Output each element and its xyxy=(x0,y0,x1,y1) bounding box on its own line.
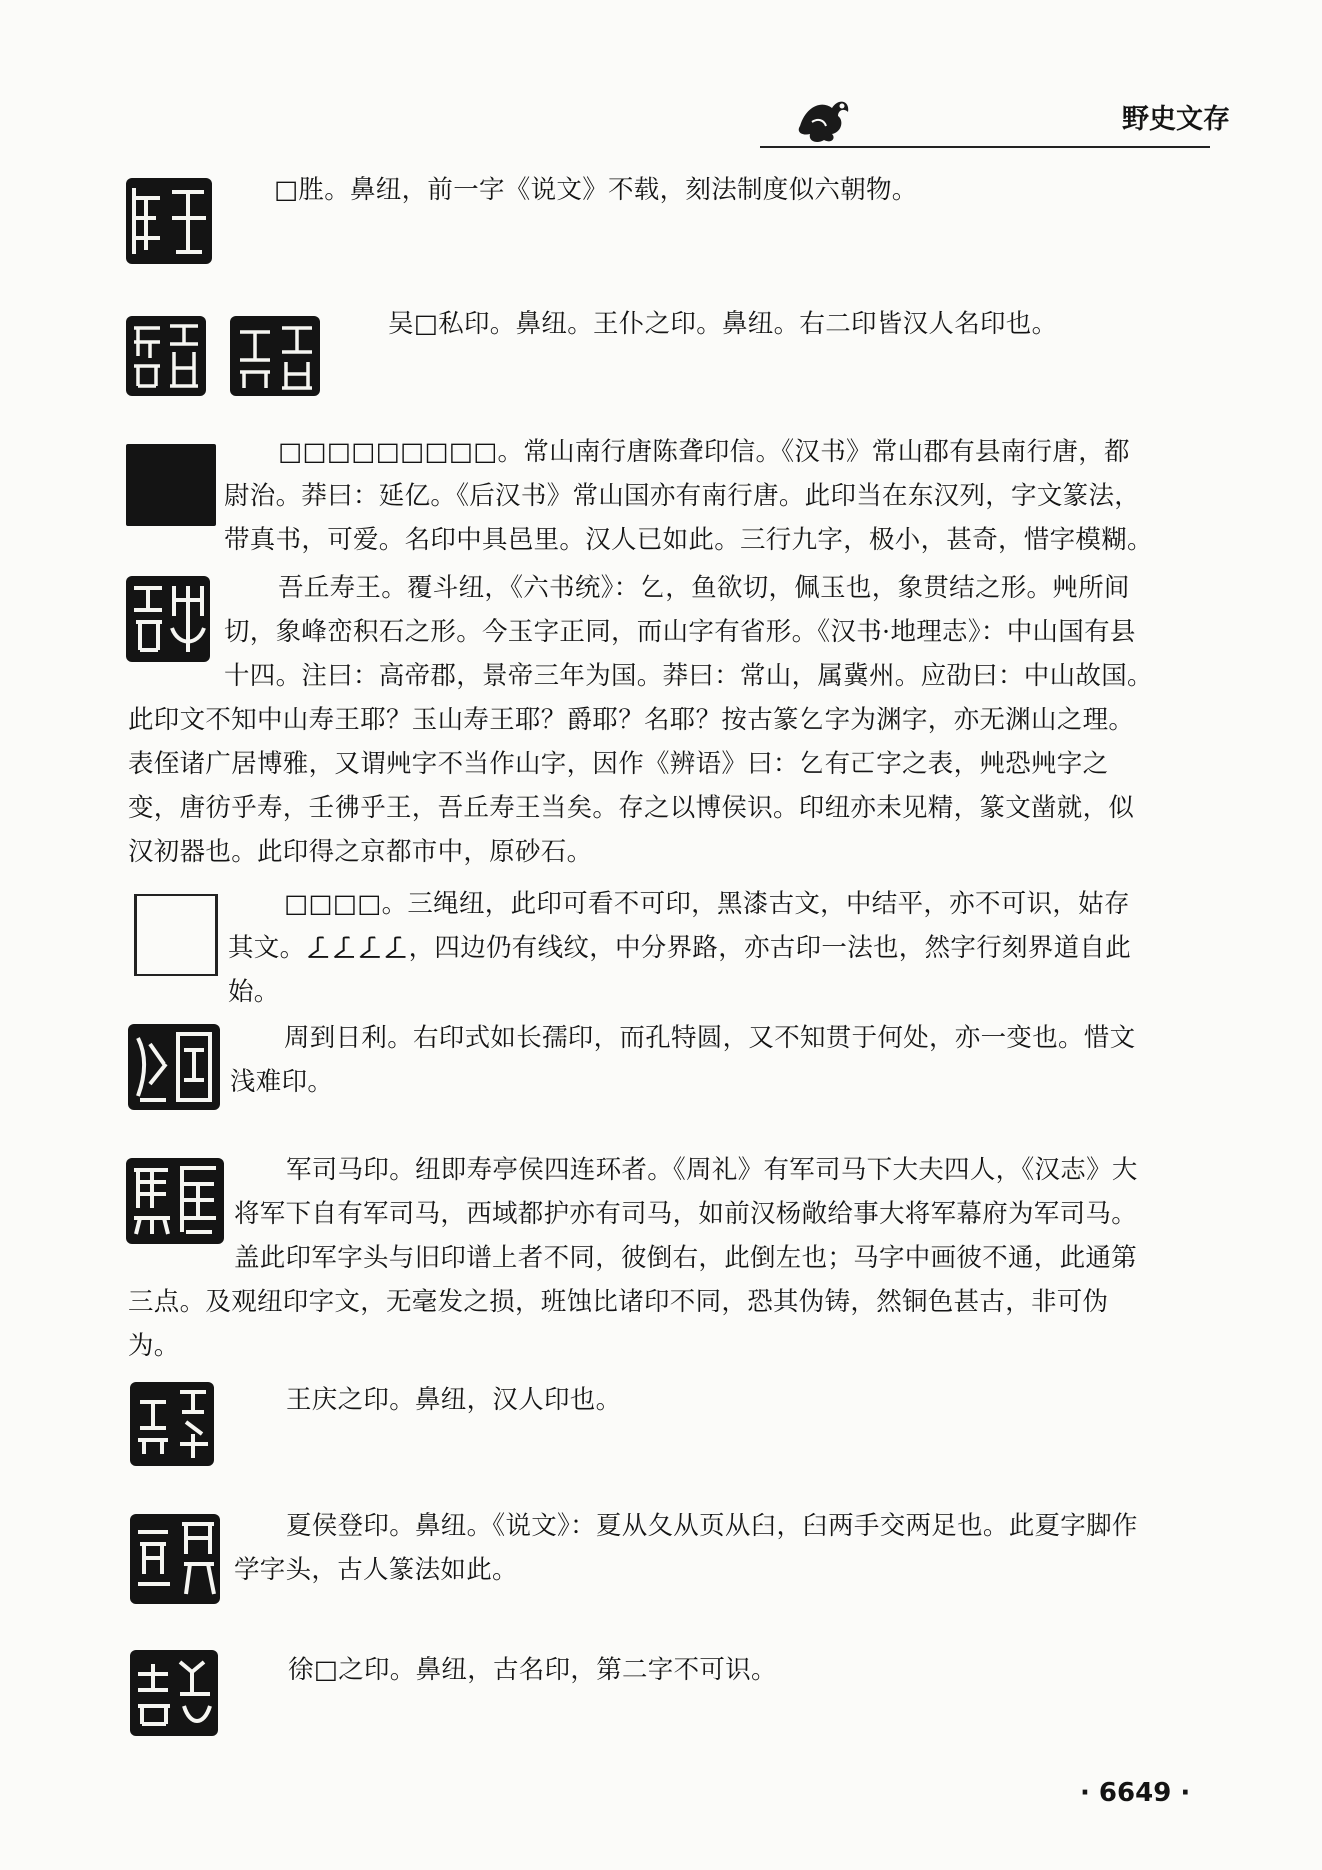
entry-4-line: 吾丘寿王。覆斗纽，《六书统》：𠃉，鱼欲切，佩玉也，象贯结之形。𡴂所间 xyxy=(278,573,1130,603)
entry-7-line: 三点。及观纽印字文，无毫发之损，班蚀比诸印不同，恐其伪铸，然铜色甚古，非可伪 xyxy=(128,1287,1109,1317)
entry-1-text: □胜。鼻纽，前一字《说文》不载，刻法制度似六朝物。 xyxy=(274,175,918,205)
entry-9-line: 夏侯登印。鼻纽。《说文》：夏从夂从页从臼，臼两手交两足也。此夏字脚作 xyxy=(286,1511,1138,1541)
entry-4-line: 此印文不知中山寿王耶？玉山寿王耶？爵耶？名耶？按古篆𠃉字为渊字，亦无渊山之理。 xyxy=(128,705,1135,735)
seal-image-7 xyxy=(126,1158,224,1244)
seal-image-6 xyxy=(128,1024,220,1110)
entry-7-line: 将军下自有军司马，西域都护亦有司马，如前汉杨敞给事大将军幕府为军司马。 xyxy=(234,1199,1138,1229)
page-number: · 6649 · xyxy=(1080,1778,1191,1808)
seal-image-2a xyxy=(126,316,206,396)
seal-image-2b xyxy=(230,316,320,396)
entry-7-line: 为。 xyxy=(128,1331,180,1361)
entry-6-line: 浅难印。 xyxy=(230,1067,334,1097)
header-rule xyxy=(760,146,1210,148)
entry-7-line: 盖此印军字头与旧印谱上者不同，彼倒右，此倒左也；马字中画彼不通，此通第 xyxy=(234,1243,1138,1273)
seal-image-5-outline xyxy=(134,894,218,976)
dragon-emblem-icon xyxy=(792,86,856,150)
entry-6-line: 周到日利。右印式如长孺印，而孔特圆，又不知贯于何处，亦一变也。惜文 xyxy=(284,1023,1136,1053)
entry-7-line: 军司马印。纽即寿亭侯四连环者。《周礼》有军司马下大夫四人，《汉志》大 xyxy=(286,1155,1138,1185)
entry-4-line: 十四。注曰：高帝郡，景帝三年为国。莽曰：常山，属冀州。应劭曰：中山故国。 xyxy=(224,661,1153,691)
entry-4-line: 变，唐彷乎寿，壬彿乎王，吾丘寿王当矣。存之以博侯识。印纽亦未见精，篆文凿就，似 xyxy=(128,793,1135,823)
entry-3-line: 带真书，可爱。名印中具邑里。汉人已如此。三行九字，极小，甚奇，惜字模糊。 xyxy=(224,525,1153,555)
entry-4-line: 汉初器也。此印得之京都市中，原砂石。 xyxy=(128,837,593,867)
seal-image-8 xyxy=(130,1382,214,1466)
seal-image-3 xyxy=(126,444,216,526)
entry-3-line: □□□□□□□□□。常山南行唐陈聋印信。《汉书》常山郡有县南行唐，都 xyxy=(278,437,1130,467)
running-header-title: 野史文存 xyxy=(1122,104,1230,135)
seal-image-10 xyxy=(130,1650,218,1736)
entry-9-line: 学字头，古人篆法如此。 xyxy=(234,1555,518,1585)
seal-image-4 xyxy=(126,576,210,662)
entry-4-line: 切，象峰峦积石之形。今玉字正同，而山字有省形。《汉书·地理志》：中山国有县 xyxy=(224,617,1136,647)
entry-5-line: 其文。𠄏𠄏𠄏𠄏，四边仍有线纹，中分界路，亦古印一法也，然字行刻界道自此 xyxy=(228,933,1132,963)
entry-3-line: 尉治。莽曰：延亿。《后汉书》常山国亦有南行唐。此印当在东汉列，字文篆法， xyxy=(224,481,1141,511)
entry-10-text: 徐□之印。鼻纽，古名印，第二字不可识。 xyxy=(288,1655,777,1685)
seal-image-9 xyxy=(130,1514,220,1604)
entry-5-line: 始。 xyxy=(228,977,280,1007)
entry-2-text: 吴□私印。鼻纽。王仆之印。鼻纽。右二印皆汉人名印也。 xyxy=(388,309,1058,339)
seal-image-1 xyxy=(126,178,212,264)
entry-4-line: 表侄诸广居博雅，又谓𡴂字不当作山字，因作《辨语》曰：𠃉有𠀀字之表，𡴂恐𡴂字之 xyxy=(128,749,1109,779)
entry-8-text: 王庆之印。鼻纽，汉人印也。 xyxy=(286,1385,622,1415)
entry-5-line: □□□□。三绳纽，此印可看不可印，黑漆古文，中结平，亦不可识，姑存 xyxy=(284,889,1130,919)
